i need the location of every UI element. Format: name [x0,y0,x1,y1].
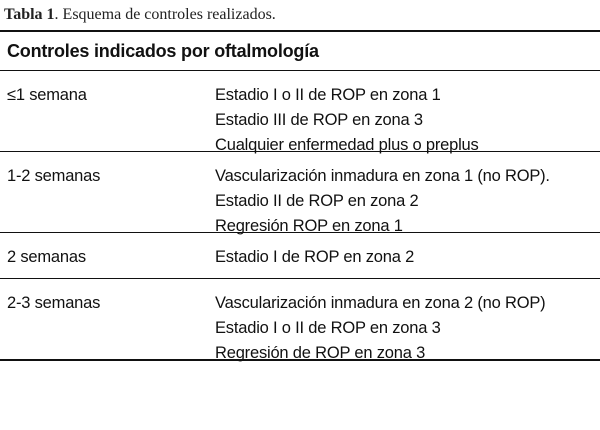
table-caption [4,6,276,24]
period-cell: 2 semanas [7,248,86,266]
table-row [0,152,600,233]
indications-cell [215,245,414,270]
indications-cell [215,164,550,239]
indication-item: Regresión ROP en zona 1 [215,217,403,235]
indications-cell [215,291,545,366]
table-row [0,71,600,152]
indication-item: Estadio II de ROP en zona 2 [215,192,419,210]
table-caption-label: Tabla 1 [4,6,55,23]
controls-table [0,30,600,361]
table-row [0,279,600,361]
indication-item: Regresión de ROP en zona 3 [215,344,426,362]
period-cell: 2-3 semanas [7,294,101,312]
table-caption-text: . Esquema de controles realizados. [54,6,276,23]
indication-item: Vascularización inmadura en zona 1 (no ROP). [215,167,550,185]
indication-item: Estadio I o II de ROP en zona 1 [215,86,441,104]
indication-item: Estadio I o II de ROP en zona 3 [215,319,441,337]
indication-item: Estadio III de ROP en zona 3 [215,111,423,129]
period-cell: 1-2 semanas [7,167,101,185]
period-cell: ≤1 semana [7,86,87,104]
table-row [0,233,600,279]
table-header: Controles indicados por oftalmología [7,40,319,61]
indication-item: Vascularización inmadura en zona 2 (no ROP) [215,294,546,312]
indication-item: Cualquier enfermedad plus o preplus [215,136,479,154]
indications-cell [215,83,479,158]
indication-item: Estadio I de ROP en zona 2 [215,248,415,266]
